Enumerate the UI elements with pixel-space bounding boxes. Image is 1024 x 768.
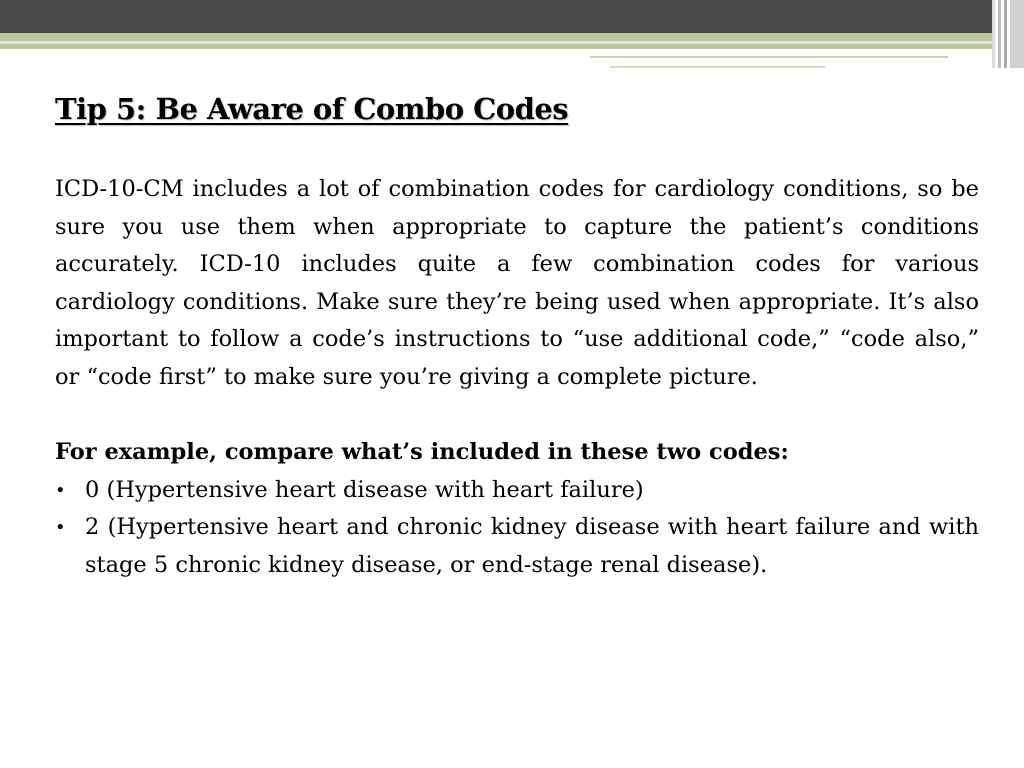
slide-title: Tip 5: Be Aware of Combo Codes [55, 92, 569, 126]
list-item-text: 0 (Hypertensive heart disease with heart failure) [85, 476, 644, 503]
body-paragraph: ICD-10-CM includes a lot of combination codes for cardiology conditions, so be sure you use them when appropriate to capture the patient’s conditions accurately. ICD-10 includes quite a few combination codes for various cardiology conditions. Make sure they’re being used when appropriate. It’s also important to follow a code’s instructions to “use additional code,” “code also,” or “code first” to make sure you’re giving a complete picture. [55, 176, 979, 390]
decorative-line [590, 56, 948, 58]
bullet-icon: • [55, 517, 66, 539]
header-bar [0, 0, 1024, 33]
decorative-edge-stripes [992, 0, 1024, 68]
code-list [55, 472, 979, 585]
paragraph-spacer [55, 397, 979, 435]
accent-highlight-line [0, 41, 1024, 44]
bullet-icon: • [55, 479, 66, 501]
example-intro: For example, compare what’s included in these two codes: [55, 439, 789, 466]
decorative-line [610, 66, 825, 68]
list-item-text: 2 (Hypertensive heart and chronic kidney disease with heart failure and with stage 5 chronic kidney disease, or end-stage renal disease). [85, 514, 979, 578]
list-item [55, 509, 979, 584]
list-item [55, 472, 979, 510]
slide-content [55, 171, 979, 585]
